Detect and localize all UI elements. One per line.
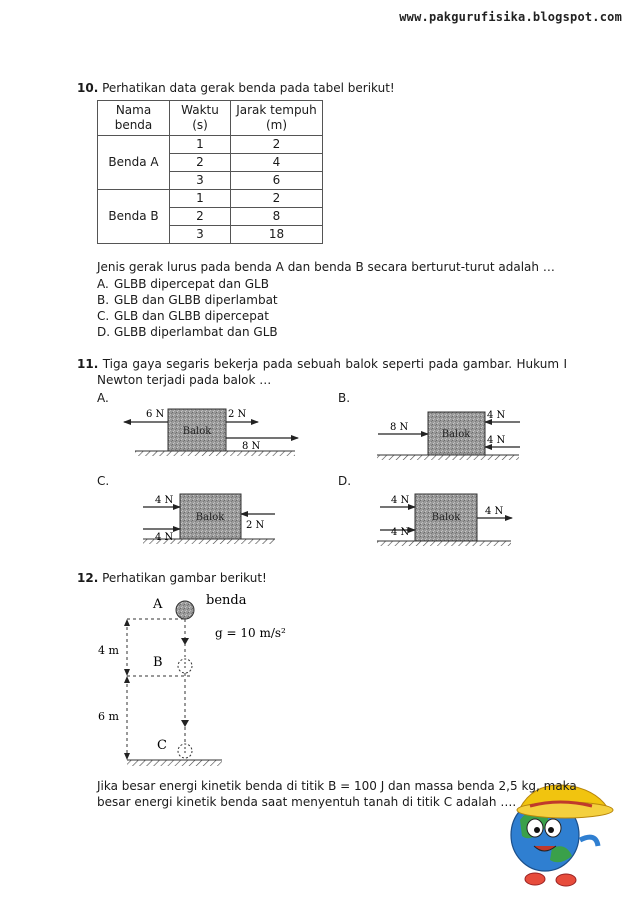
point-b-label: B	[153, 655, 163, 670]
block-label: Balok	[182, 426, 212, 437]
table-cell: 2	[231, 136, 323, 154]
header-distance: Jarak tempuh (m)	[231, 101, 323, 136]
ball-a	[176, 601, 194, 619]
q12-figure	[98, 593, 286, 766]
q11-line2: Newton terjadi pada balok …	[97, 373, 272, 387]
force-label: 4 N	[155, 532, 174, 543]
force-label: 6 N	[146, 409, 165, 420]
q11-option-b[interactable]: B.	[338, 391, 351, 405]
option-text: GLB dan GLBB diperlambat	[114, 293, 278, 307]
force-label: 4 N	[487, 435, 506, 446]
force-label: 8 N	[390, 422, 409, 433]
table-cell: 2	[231, 190, 323, 208]
option-text: GLB dan GLBB dipercepat	[114, 309, 269, 323]
gravity-label: g = 10 m/s²	[215, 626, 286, 640]
option-letter: A.	[97, 277, 109, 291]
table-cell: 18	[231, 226, 323, 244]
block-label: Balok	[441, 429, 471, 440]
q11-number: 11.	[77, 357, 99, 371]
q11-option-c[interactable]: C.	[97, 474, 110, 488]
option-text: GLBB diperlambat dan GLB	[114, 325, 278, 339]
table-cell: 2	[170, 154, 231, 172]
force-label: 4 N	[155, 495, 174, 506]
ground-hatch	[135, 451, 295, 456]
table-cell: 2	[170, 208, 231, 226]
height-label-4m: 4 m	[98, 644, 119, 657]
site-url[interactable]: www.pakgurufisika.blogspot.com	[399, 10, 622, 24]
force-label: 4 N	[391, 495, 410, 506]
force-label: 2 N	[228, 409, 247, 420]
force-label: 4 N	[485, 506, 504, 517]
force-label: 4 N	[487, 410, 506, 421]
force-label: 2 N	[246, 520, 265, 531]
table-cell: 8	[231, 208, 323, 226]
figure-d	[377, 494, 512, 546]
height-label-6m: 6 m	[98, 710, 119, 723]
q12-number: 12.	[77, 571, 99, 585]
q12-text: Perhatikan gambar berikut!	[102, 571, 267, 585]
ground-hatch	[377, 541, 511, 546]
table-cell: 3	[170, 226, 231, 244]
figure-b	[377, 410, 520, 460]
q10-question: Jenis gerak lurus pada benda A dan benda B secara berturut-turut adalah …	[97, 260, 555, 274]
group-name: Benda B	[98, 190, 170, 244]
q12-prompt	[77, 571, 267, 586]
group-name: Benda A	[98, 136, 170, 190]
header-time: Waktu (s)	[170, 101, 231, 136]
table-cell: 4	[231, 154, 323, 172]
mascot-globe-image	[511, 785, 613, 886]
table-cell: 1	[170, 190, 231, 208]
ground-hatch	[377, 455, 519, 460]
table-cell: 3	[170, 172, 231, 190]
header-name: Nama benda	[98, 101, 170, 136]
force-label: 4 N	[391, 527, 410, 538]
object-label: benda	[206, 593, 247, 608]
point-c-label: C	[157, 738, 167, 753]
ground-hatch	[127, 760, 222, 766]
q12-line1: Jika besar energi kinetik benda di titik B = 100 J dan massa benda 2,5 kg, maka	[97, 779, 577, 793]
table-cell: 6	[231, 172, 323, 190]
q11-option-a[interactable]: A.	[97, 391, 109, 405]
table-cell: 1	[170, 136, 231, 154]
point-a-label: A	[153, 597, 163, 612]
q11-option-d[interactable]: D.	[338, 474, 352, 488]
q12-line2: besar energi kinetik benda saat menyentuh tanah di titik C adalah ….	[97, 795, 517, 809]
option-letter: D.	[97, 325, 111, 339]
option-letter: C.	[97, 309, 110, 323]
figure-c	[143, 494, 275, 544]
block-label: Balok	[431, 512, 461, 523]
option-letter: B.	[97, 293, 110, 307]
option-text: GLBB dipercepat dan GLB	[114, 277, 269, 291]
q10-number: 10.	[77, 81, 99, 95]
force-label: 8 N	[242, 441, 261, 452]
block-label: Balok	[195, 512, 225, 523]
q11-line1: Tiga gaya segaris bekerja pada sebuah balok seperti pada gambar. Hukum I	[102, 357, 567, 371]
q10-text: Perhatikan data gerak benda pada tabel berikut!	[102, 81, 395, 95]
figure-a	[124, 409, 298, 456]
